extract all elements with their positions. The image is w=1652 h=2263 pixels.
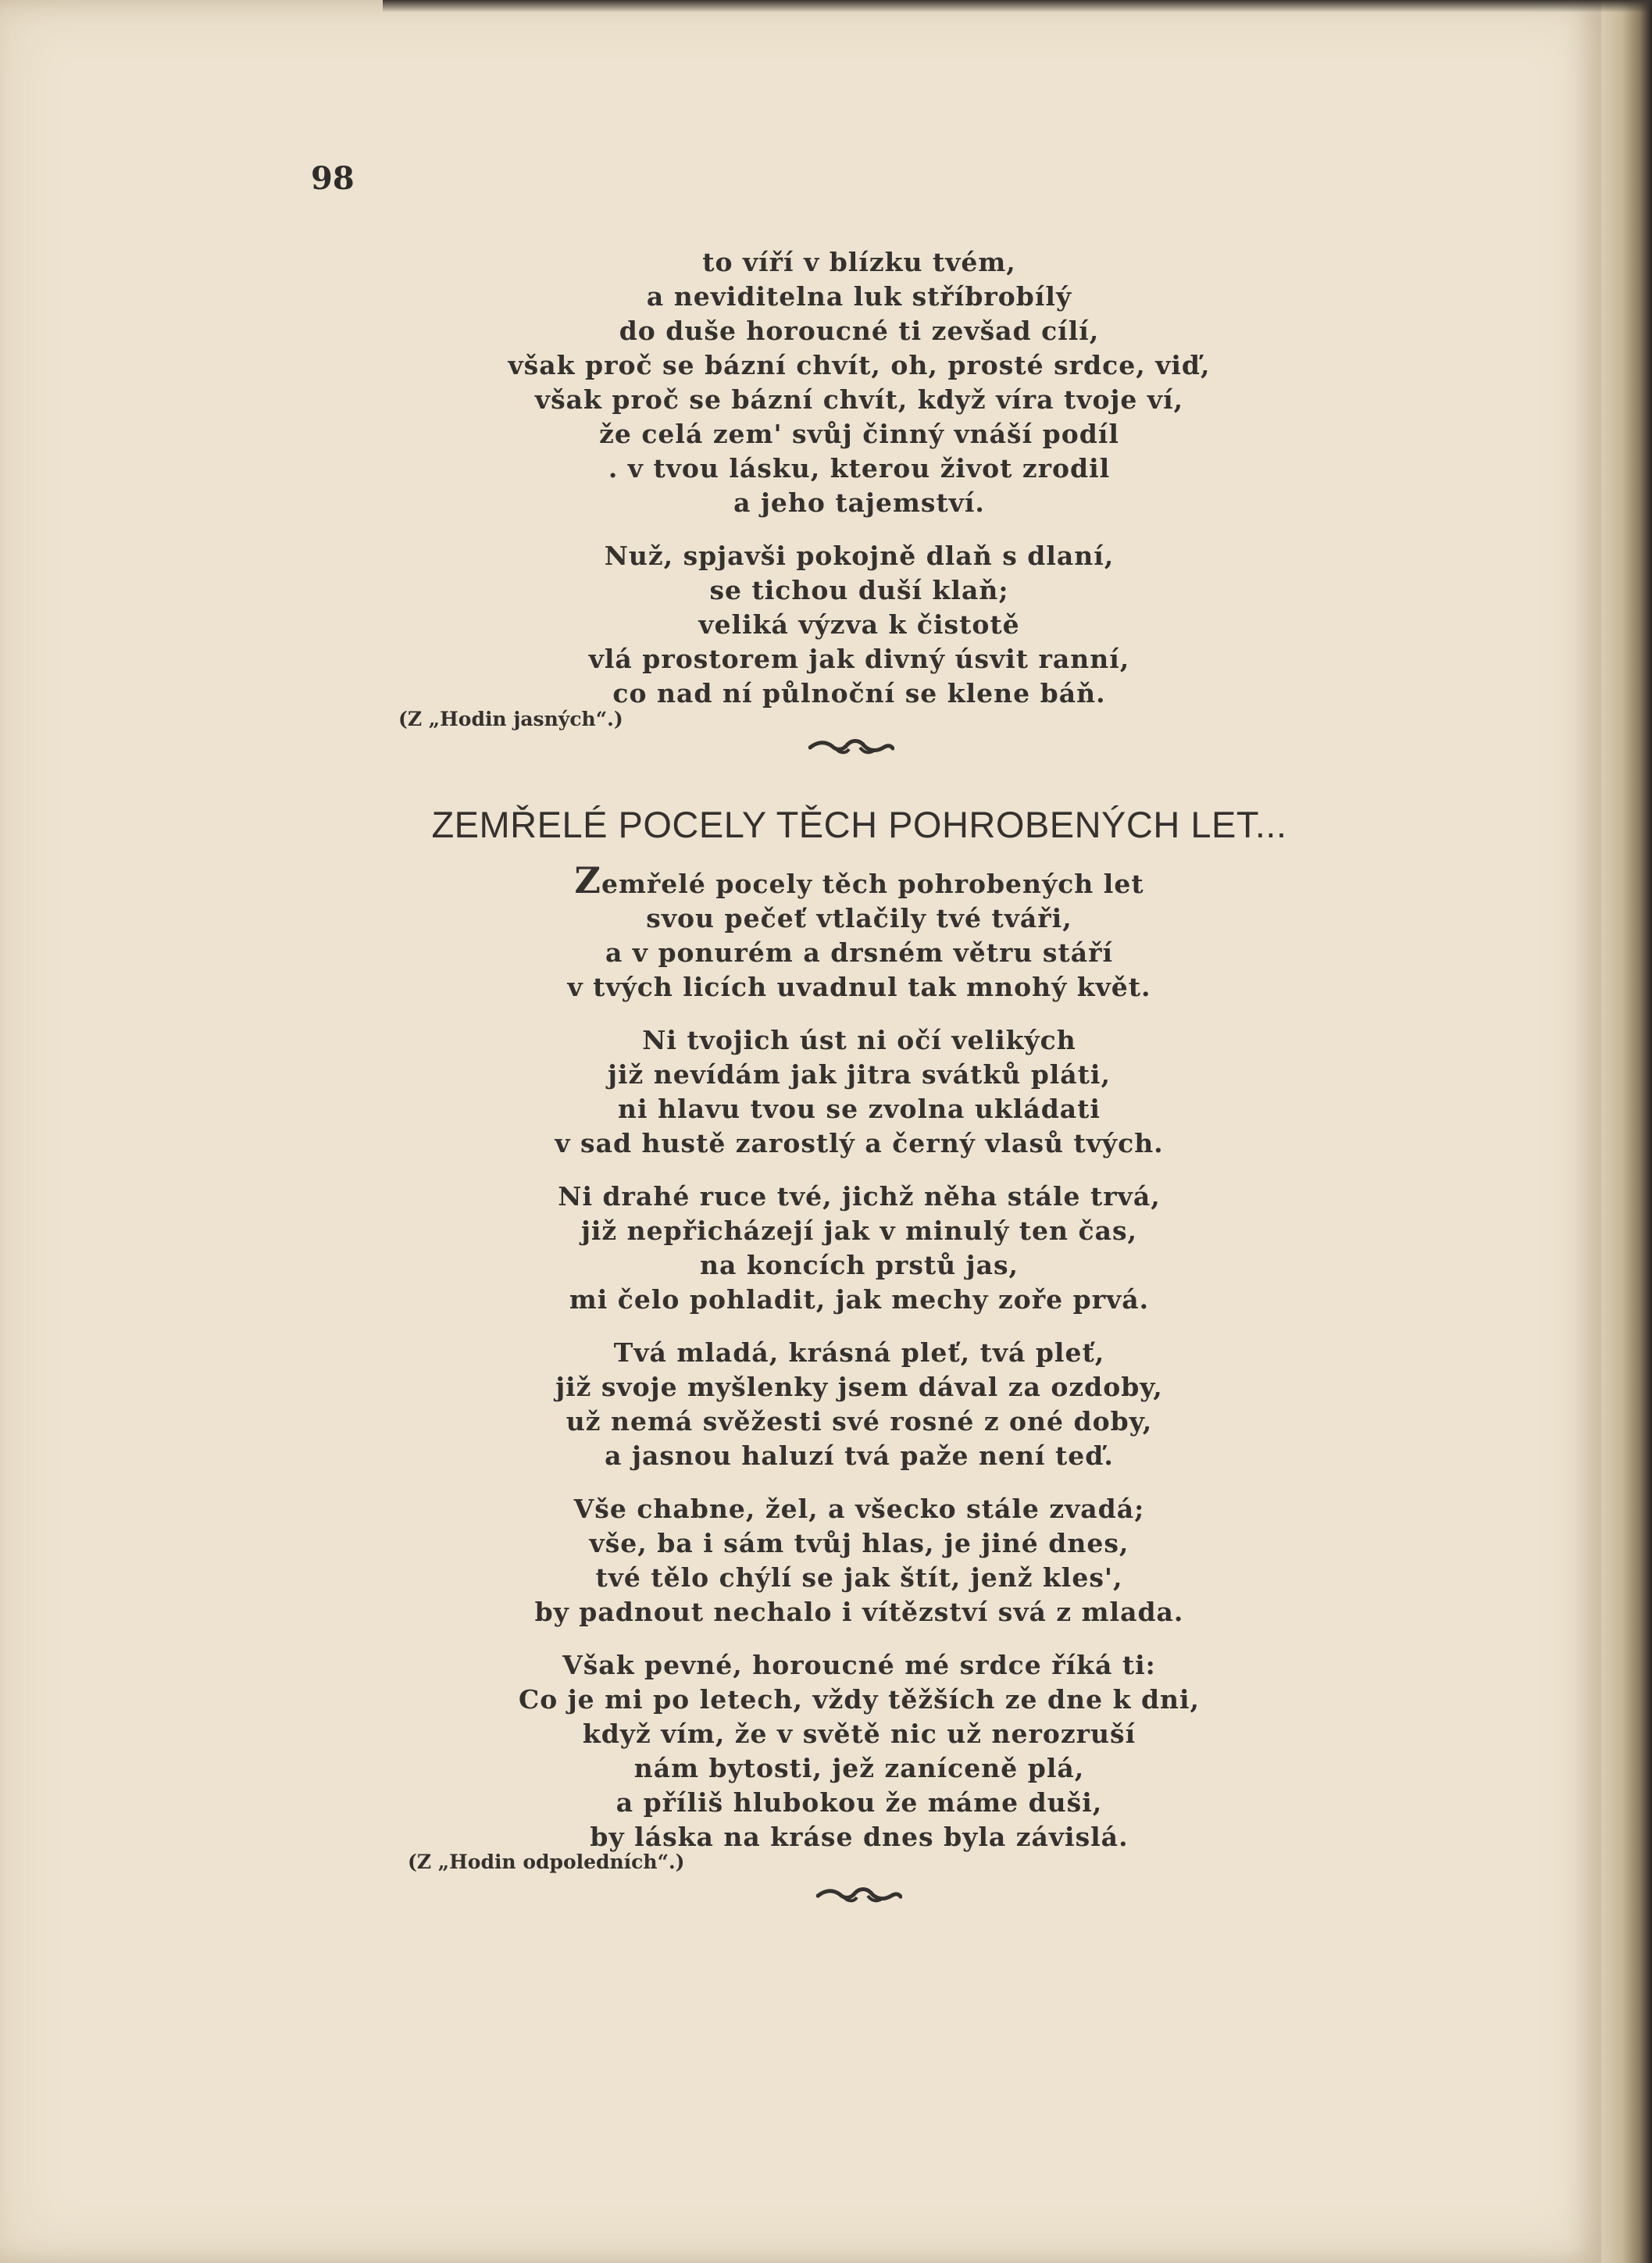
verse-line: už nemá svěžesti své rosné z oné doby, xyxy=(566,1406,1153,1437)
verse-line: vše, ba i sám tvůj hlas, je jiné dnes, xyxy=(589,1528,1129,1558)
verse-line: a v ponurém a drsném větru stáří xyxy=(605,937,1114,968)
verse-line: Nuž, spjavši pokojně dlaň s dlaní, xyxy=(604,541,1115,571)
stanza xyxy=(391,1648,1328,1854)
verse-line: nám bytosti, jež zaníceně plá, xyxy=(633,1753,1085,1783)
stanza xyxy=(391,1492,1328,1629)
verse-line: na koncích prstů jas, xyxy=(699,1250,1019,1280)
first-line-rest: emřelé pocely těch pohrobených let xyxy=(601,869,1144,899)
verse-line: Vše chabne, žel, a všecko stále zvadá; xyxy=(573,1494,1145,1524)
verse-line: . v tvou lásku, kterou život zrodil xyxy=(608,453,1111,484)
verse-line: by láska na kráse dnes byla závislá. xyxy=(590,1822,1129,1852)
verse-line: ni hlavu tvou se zvolna ukládati xyxy=(618,1094,1101,1124)
verse-line: že celá zem' svůj činný vnáší podíl xyxy=(599,419,1119,449)
verse-line: v sad hustě zarostlý a černý vlasů tvých. xyxy=(555,1128,1164,1158)
source-note: (Z „Hodin odpoledních“.) xyxy=(408,1851,685,1873)
verse-line: se tichou duší klaň; xyxy=(709,575,1009,605)
poem-continuation xyxy=(391,245,1328,730)
verse-line: Tvá mladá, krásná pleť, tvá pleť, xyxy=(613,1337,1105,1368)
verse-line: do duše horoucné ti zevšad cílí, xyxy=(619,316,1100,346)
top-shadow xyxy=(383,0,1652,12)
verse-line: v tvých licích uvadnul tak mnohý květ. xyxy=(567,972,1151,1002)
verse-line: když vím, že v světě nic už nerozruší xyxy=(582,1719,1136,1749)
verse-line: již nevídám jak jitra svátků pláti, xyxy=(608,1059,1111,1090)
verse-line: již nepřicházejí jak v minulý ten čas, xyxy=(580,1215,1138,1246)
poem xyxy=(391,859,1328,1873)
verse-line: a neviditelna luk stříbrobílý xyxy=(646,281,1072,312)
verse-line: již svoje myšlenky jsem dával za ozdoby, xyxy=(555,1372,1163,1402)
verse-line: vlá prostorem jak divný úsvit ranní, xyxy=(588,644,1130,674)
stanza xyxy=(391,859,1328,1005)
verse-line: Co je mi po letech, vždy těžších ze dne k dni, xyxy=(518,1684,1201,1715)
verse-line: mi čelo pohladit, jak mechy zoře prvá. xyxy=(569,1284,1150,1315)
source-note: (Z „Hodin jasných“.) xyxy=(398,708,623,730)
ornament-flourish-icon xyxy=(816,1883,902,1907)
page-edge xyxy=(1601,0,1652,2263)
verse-line: a jeho tajemství. xyxy=(733,487,985,518)
initial-letter: Z xyxy=(574,859,601,901)
verse-line-first xyxy=(391,859,1328,901)
stanza xyxy=(391,1180,1328,1317)
verse-line: veliká výzva k čistotě xyxy=(698,609,1020,640)
verse-line: Ni drahé ruce tvé, jichž něha stále trvá, xyxy=(558,1181,1161,1212)
verse-line: svou pečeť vtlačily tvé tváři, xyxy=(646,903,1072,933)
stanza xyxy=(391,539,1328,711)
page-number: 98 xyxy=(311,160,355,197)
verse-line: Ni tvojich úst ni očí velikých xyxy=(642,1025,1076,1055)
stanza xyxy=(391,1336,1328,1473)
stanza xyxy=(391,1023,1328,1161)
verse-line: Však pevné, horoucné mé srdce říká ti: xyxy=(562,1650,1156,1680)
verse-line: tvé tělo chýlí se jak štít, jenž kles', xyxy=(595,1562,1123,1593)
verse-line: co nad ní půlnoční se klene báň. xyxy=(612,678,1106,709)
ornament-flourish-icon xyxy=(808,735,894,758)
verse-line: a příliš hlubokou že máme duši, xyxy=(615,1787,1103,1818)
stanza xyxy=(391,245,1328,520)
verse-line: však proč se bázní chvít, oh, prosté srdce, viď, xyxy=(508,350,1211,380)
poem-title: ZEMŘELÉ POCELY TĚCH POHROBENÝCH LET... xyxy=(431,804,1287,845)
verse-line: to víří v blízku tvém, xyxy=(702,247,1016,277)
verse-line: by padnout nechalo i vítězství svá z mlada. xyxy=(534,1597,1184,1627)
verse-line: a jasnou haluzí tvá paže není teď. xyxy=(605,1440,1114,1471)
verse-line: však proč se bázní chvít, když víra tvoje ví, xyxy=(534,384,1184,415)
